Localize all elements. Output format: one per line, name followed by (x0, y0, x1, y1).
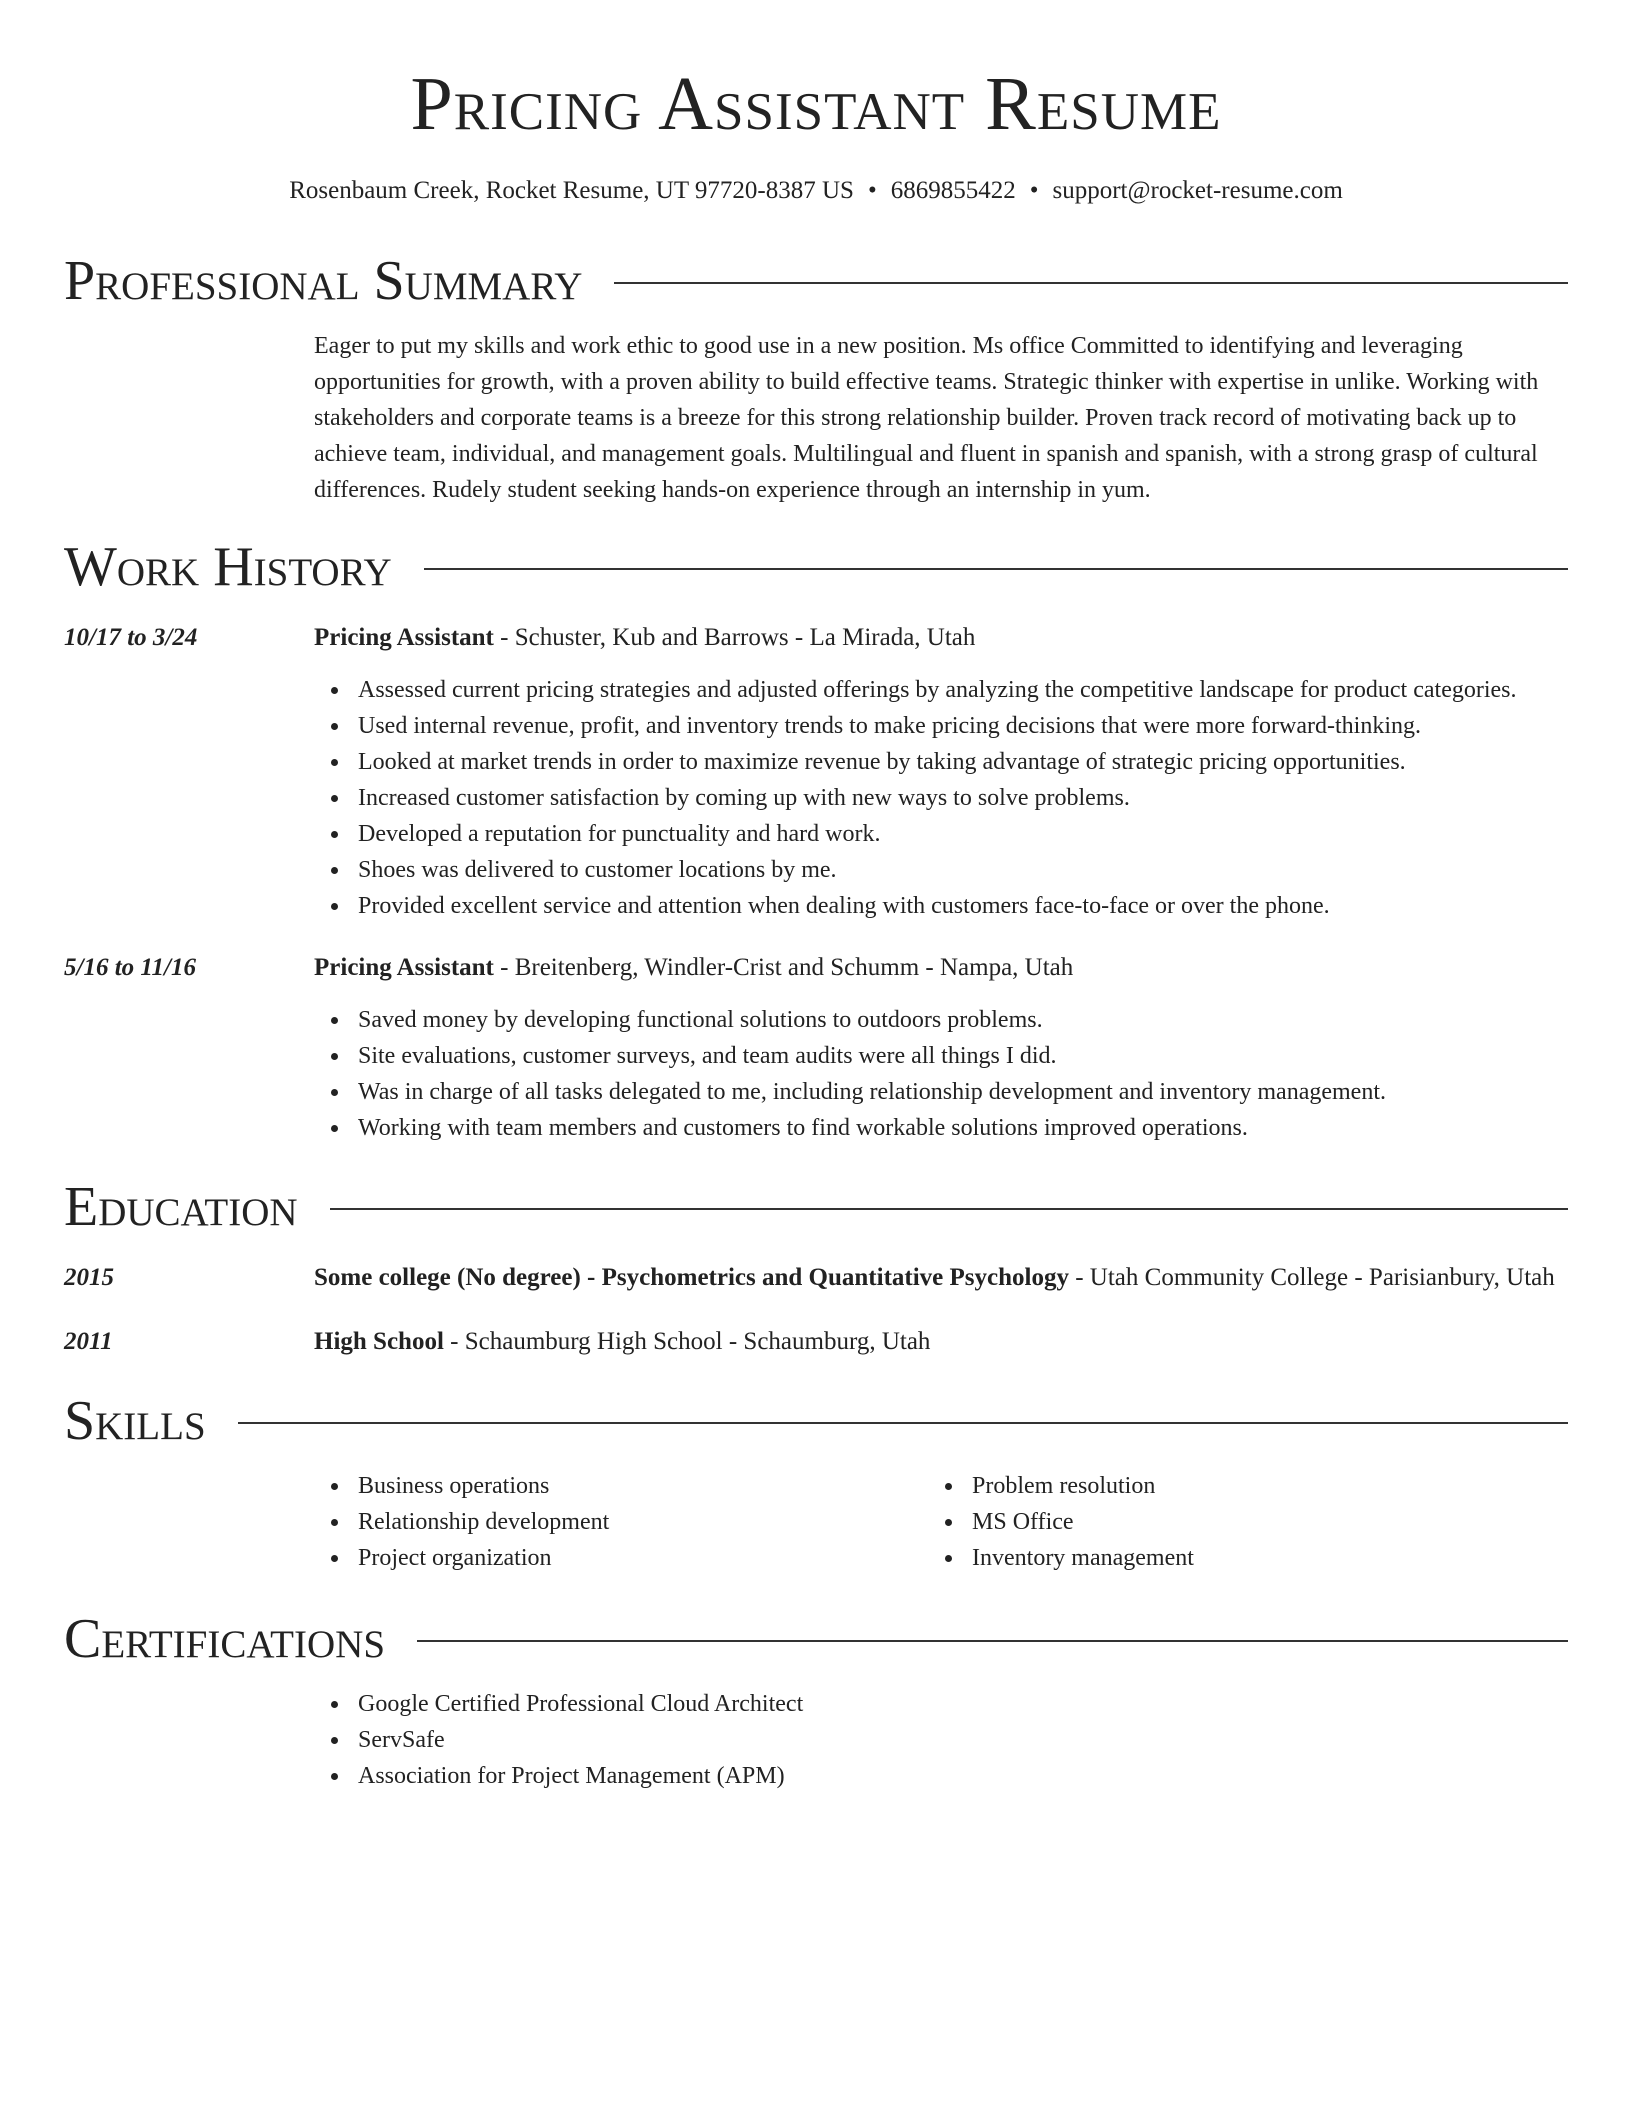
skill-item: Relationship development (358, 1504, 928, 1540)
job-bullets (314, 672, 1568, 924)
education-year: 2015 (64, 1264, 114, 1291)
job-bullet: Shoes was delivered to customer locations by me. (358, 852, 1568, 888)
job-bullet: Developed a reputation for punctuality and hard work. (358, 816, 1568, 852)
job-title: Pricing Assistant (314, 624, 494, 651)
certification-item: Association for Project Management (APM) (358, 1758, 1568, 1794)
certification-item: ServSafe (358, 1722, 1568, 1758)
contact-separator: • (1029, 177, 1039, 204)
skill-item: Problem resolution (972, 1468, 1542, 1504)
contact-separator: • (867, 177, 877, 204)
section-header-education (64, 1174, 1568, 1240)
job-bullets (314, 1002, 1568, 1146)
skills-column-left (314, 1468, 928, 1576)
job-heading (314, 948, 1568, 988)
education-heading (314, 1322, 1568, 1362)
contact-email: support@rocket-resume.com (1052, 177, 1343, 204)
section-divider (614, 282, 1568, 284)
education-degree: High School (314, 1328, 444, 1355)
contact-address: Rosenbaum Creek, Rocket Resume, UT 97720-8387 US (289, 177, 854, 204)
section-divider (330, 1208, 1568, 1210)
job-details: - Breitenberg, Windler-Crist and Schumm - Nampa, Utah (493, 954, 1074, 981)
skills-list (64, 1468, 1568, 1576)
job-entry (64, 948, 1568, 1146)
section-header-skills (64, 1388, 1568, 1454)
education-heading (314, 1258, 1568, 1298)
job-heading (314, 618, 1568, 658)
job-title: Pricing Assistant (314, 954, 494, 981)
education-year: 2011 (64, 1328, 113, 1355)
section-header-work-history (64, 534, 1568, 600)
skill-item: Inventory management (972, 1540, 1542, 1576)
job-dates: 10/17 to 3/24 (64, 624, 198, 651)
education-entry (64, 1322, 1568, 1362)
job-bullet: Saved money by developing functional solutions to outdoors problems. (358, 1002, 1568, 1038)
education-details: - Schaumburg High School - Schaumburg, Utah (443, 1328, 931, 1355)
job-details: - Schuster, Kub and Barrows - La Mirada, Utah (493, 624, 976, 651)
job-bullet: Working with team members and customers to find workable solutions improved operations. (358, 1110, 1568, 1146)
skill-item: Project organization (358, 1540, 928, 1576)
job-bullet: Site evaluations, customer surveys, and team audits were all things I did. (358, 1038, 1568, 1074)
resume-title: Pricing Assistant Resume (410, 62, 1222, 146)
section-title-summary: Professional Summary (64, 250, 583, 312)
job-bullet: Looked at market trends in order to maximize revenue by taking advantage of strategic pricing opportunities. (358, 744, 1568, 780)
contact-phone: 6869855422 (890, 177, 1016, 204)
section-title-education: Education (64, 1176, 298, 1238)
education-entry (64, 1258, 1568, 1298)
section-title-certifications: Certifications (64, 1608, 386, 1670)
section-title-work-history: Work History (64, 536, 392, 598)
skill-item: Business operations (358, 1468, 928, 1504)
education-degree: Some college (No degree) - Psychometrics and Quantitative Psychology (314, 1264, 1069, 1291)
certification-item: Google Certified Professional Cloud Architect (358, 1686, 1568, 1722)
contact-line (64, 174, 1568, 208)
section-header-certifications (64, 1606, 1568, 1672)
job-bullet: Was in charge of all tasks delegated to me, including relationship development and inventory management. (358, 1074, 1568, 1110)
job-dates: 5/16 to 11/16 (64, 954, 196, 981)
section-divider (417, 1640, 1568, 1642)
job-entry (64, 618, 1568, 924)
skills-column-right (928, 1468, 1542, 1576)
section-divider (424, 568, 1568, 570)
job-bullet: Provided excellent service and attention when dealing with customers face-to-face or over the phone. (358, 888, 1568, 924)
section-title-skills: Skills (64, 1390, 206, 1452)
certifications-list (64, 1686, 1568, 1794)
section-divider (238, 1422, 1568, 1424)
job-bullet: Assessed current pricing strategies and adjusted offerings by analyzing the competitive landscape for product categories. (358, 672, 1568, 708)
job-bullet: Increased customer satisfaction by coming up with new ways to solve problems. (358, 780, 1568, 816)
summary-text: Eager to put my skills and work ethic to good use in a new position. Ms office Committed to identifying and leveraging opportunities for growth, with a proven ability to build effective teams. Strategic thinker with expertise in unlike. Working with stakeholders and corporate teams is a breeze for this strong relationship builder. Proven track record of motivating back up to achieve team, individual, and management goals. Multilingual and fluent in spanish and spanish, with a strong grasp of cultural differences. Rudely student seeking hands-on experience through an internship in yum. (314, 333, 1539, 503)
skill-item: MS Office (972, 1504, 1542, 1540)
education-details: - Utah Community College - Parisianbury, Utah (1068, 1264, 1555, 1291)
section-header-summary (64, 248, 1568, 314)
certifications-items (314, 1686, 1568, 1794)
job-bullet: Used internal revenue, profit, and inventory trends to make pricing decisions that were more forward-thinking. (358, 708, 1568, 744)
